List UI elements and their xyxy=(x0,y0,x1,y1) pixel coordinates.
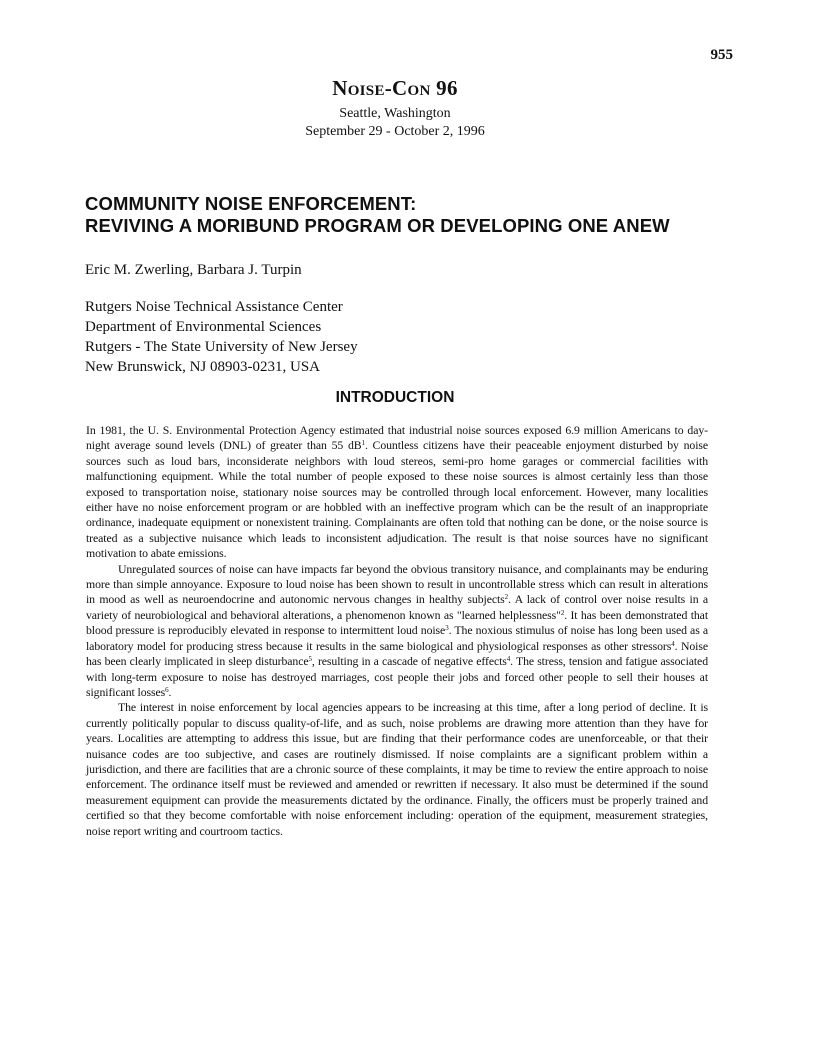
reference-marker: 4 xyxy=(506,655,511,664)
authors: Eric M. Zwerling, Barbara J. Turpin xyxy=(85,262,302,278)
affiliation xyxy=(85,297,358,377)
affiliation-line: Rutgers Noise Technical Assistance Center xyxy=(85,299,343,315)
conference-dates: September 29 - October 2, 1996 xyxy=(305,124,485,139)
affiliation-line: Rutgers - The State University of New Jersey xyxy=(85,339,358,355)
paper-title xyxy=(85,193,765,237)
paragraph-2: Unregulated sources of noise can have impacts far beyond the obvious transitory nuisance, and complainants may be enduring more than simple annoyance. Exposure to loud noise has been shown to result in uncontrollable stress which can result in alterations in mood as well as neuroendocrine and autonomic nervous changes in healthy subjects$^2$. A lack of control over noise results in a variety of neurobiological and behavioral alterations, a phenomenon known as "learned helplessness"$^2$. It has been demonstrated that blood pressure is reproducibly elevated in response to intermittent loud noise$^3$. The noxious stimulus of noise has long been used as a laboratory model for producing stress because it results in the same biological and physiological responses as other stressors$^4$. Noise has been clearly implicated in sleep disturbance$^5$, resulting in a cascade of negative effects$^4$. The stress, tension and fatigue associated with long-term exposure to noise has destroyed marriages, cost people their jobs and forced other people to sell their houses at significant losses$^6$. xyxy=(86,561,709,699)
reference-marker: 3 xyxy=(445,624,449,633)
reference-marker: 2 xyxy=(504,593,509,602)
conference-location: Seattle, Washington xyxy=(339,106,451,121)
paper-title-line-1: COMMUNITY NOISE ENFORCEMENT: xyxy=(85,193,417,214)
reference-marker: 5 xyxy=(308,655,312,664)
paragraph-1: In 1981, the U. S. Environmental Protection Agency estimated that industrial noise sources exposed 6.9 million Americans to day-night average sound levels (DNL) of greater than 55 $dB^1$. Countless citizens have their peaceable enjoyment disturbed by noise sources such as loud bars, inconsiderate neighbors with loud stereos, semi-pro home garages or commercial facilities with malfunctioning equipment. While the total number of people exposed to these noise sources is almost certainly less than those exposed to transportation noise, stationary noise sources may be controlled through local enforcement. However, many localities either have no noise enforcement program or are hobbled with an ineffective program which can be the result of an inappropriate ordinance, inadequate equipment or nonexistent training. Complainants are often told that nothing can be done, or the noise source is treated as a subjective nuisance which leads to inconsistent adjudication. The result is that noise sources have no significant motivation to abate emissions. xyxy=(86,423,708,561)
body-text xyxy=(86,423,708,839)
affiliation-line: New Brunswick, NJ 08903-0231, USA xyxy=(85,359,320,375)
page-number: 955 xyxy=(710,47,733,63)
reference-marker: 1 xyxy=(361,439,365,448)
affiliation-line: Department of Environmental Sciences xyxy=(85,319,322,335)
paper-title-line-2: REVIVING A MORIBUND PROGRAM OR DEVELOPING ONE ANEW xyxy=(85,215,670,236)
conference-title: Noise-Con 96 xyxy=(332,76,458,100)
reference-marker: 2 xyxy=(560,608,565,617)
reference-marker: 6 xyxy=(165,685,169,694)
section-heading: INTRODUCTION xyxy=(335,389,455,406)
reference-marker: 4 xyxy=(671,639,675,648)
paragraph-3: The interest in noise enforcement by local agencies appears to be increasing at this time, after a long period of decline. It is currently politically popular to discuss quality-of-life, and as such, noise problems are drawing more attention than they have for years. Localities are attempting to address this issue, but are finding that their performance codes are unenforceable, or that their nuisance codes are too subjective, and cases are routinely dismissed. If noise complaints are a significant problem within a jurisdiction, and there are facilities that are a chronic source of these complaints, it may be time to review the entire approach to noise enforcement. The ordinance itself must be reviewed and amended or rewritten if necessary. It also must be determined if the sound measurement equipment can provide the measurements dictated by the ordinance. Finally, the officers must be properly trained and certified so that they become comfortable with noise enforcement including: operation of the equipment, measurement strategies, noise report writing and courtroom tactics. xyxy=(86,700,708,838)
